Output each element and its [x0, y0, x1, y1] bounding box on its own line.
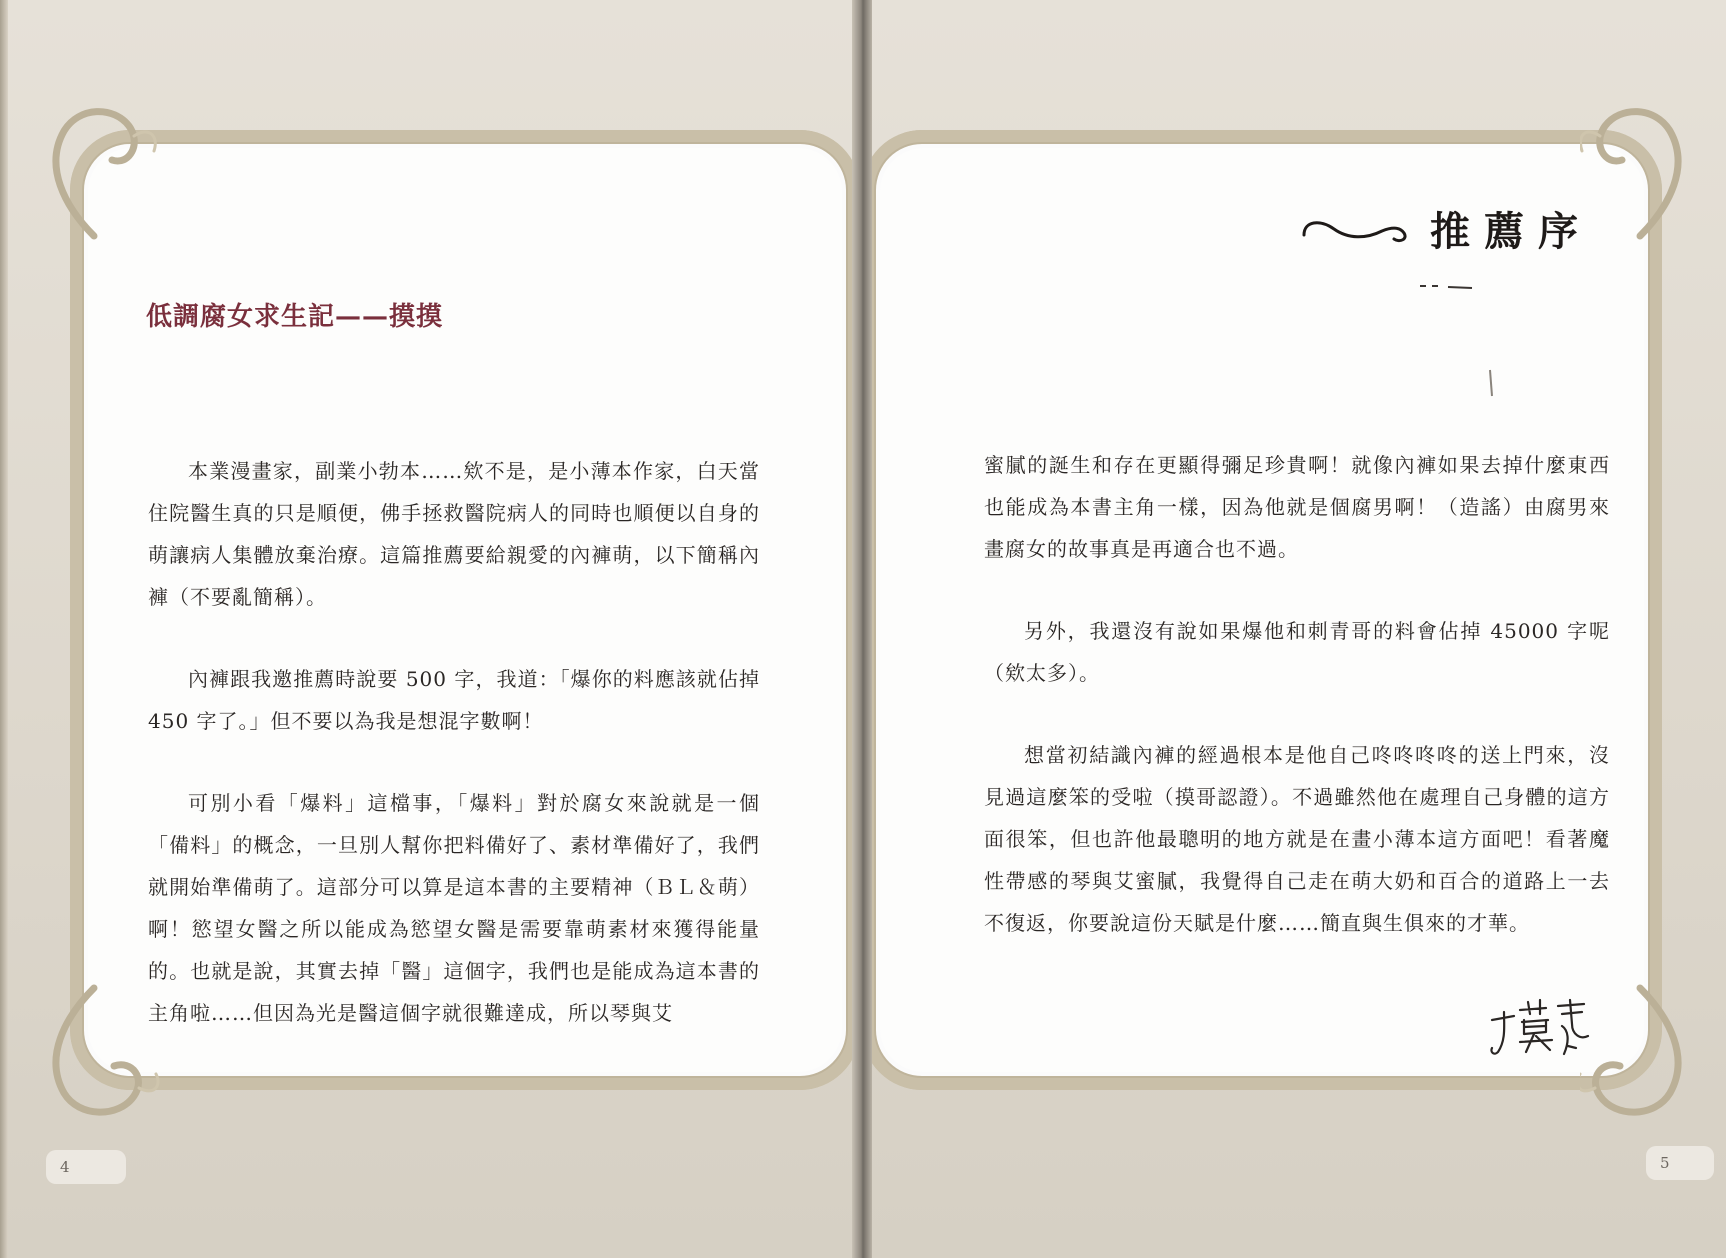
- ornament-top-left-icon: [34, 96, 164, 246]
- page-number-right: [1646, 1146, 1714, 1180]
- page-edge: [0, 0, 8, 1258]
- right-paragraph-2: 另外，我還沒有說如果爆他和刺青哥的料會佔掉 45000 字呢（欸太多）。: [984, 619, 1610, 685]
- author-signature: [1484, 990, 1594, 1060]
- left-paragraph-1: 本業漫畫家，副業小勃本……欸不是，是小薄本作家，白天當住院醫生真的只是順便，佛手拯救醫院病人的同時也順便以自身的萌讓病人集體放棄治療。這篇推薦要給親愛的內褲萌，以下簡稱內褲（不要亂簡稱）。: [148, 459, 760, 609]
- left-paragraph-3: 可別小看「爆料」這檔事，「爆料」對於腐女來說就是一個「備料」的概念，一旦別人幫你把料備好了、素材準備好了，我們就開始準備萌了。這部分可以算是這本書的主要精神（ＢＬ＆萌）啊！慾望女醫之所以能成為慾望女醫是需要靠萌素材來獲得能量的。也就是說，其實去掉「醫」這個字，我們也是能成為這本書的主角啦……但因為光是醫這個字就很難達成，所以琴與艾: [148, 791, 760, 1025]
- left-page-body: [148, 450, 760, 1074]
- page-number-left: [46, 1150, 126, 1184]
- left-paragraph-2: 內褲跟我邀推薦時說要 500 字，我道：「爆你的料應該就佔掉 450 字了。」但不要以為我是想混字數啊！: [148, 667, 760, 733]
- right-page-body: [984, 444, 1610, 984]
- printing-tick-icon: [1488, 368, 1494, 398]
- ornament-bottom-right-icon: [1580, 978, 1700, 1128]
- recommendation-title: 推薦序: [1430, 208, 1592, 255]
- swash-ornament-icon: [1300, 211, 1420, 247]
- right-paragraph-1: 蜜膩的誕生和存在更顯得彌足珍貴啊！就像內褲如果去掉什麼東西也能成為本書主角一樣，因為他就是個腐男啊！（造謠）由腐男來畫腐女的故事真是再適合也不過。: [984, 453, 1610, 561]
- printing-mark-icon: [1418, 282, 1474, 290]
- ornament-top-right-icon: [1580, 96, 1700, 246]
- right-page-heading: [1300, 200, 1592, 257]
- page-number-left-text: 4: [60, 1158, 70, 1176]
- right-paragraph-3: 想當初結識內褲的經過根本是他自己咚咚咚咚的送上門來，沒見過這麼笨的受啦（摸哥認證）。不過雖然他在處理自己身體的這方面很笨，但也許他最聰明的地方就是在畫小薄本這方面吧！看著魔性帶感的琴與艾蜜膩，我覺得自己走在萌大奶和百合的道路上一去不復返，你要說這份天賦是什麼……簡直與生俱來的才華。: [984, 743, 1610, 935]
- page-number-right-text: 5: [1660, 1154, 1670, 1172]
- book-gutter: [852, 0, 872, 1258]
- left-page-heading: 低調腐女求生記——摸摸: [146, 302, 444, 332]
